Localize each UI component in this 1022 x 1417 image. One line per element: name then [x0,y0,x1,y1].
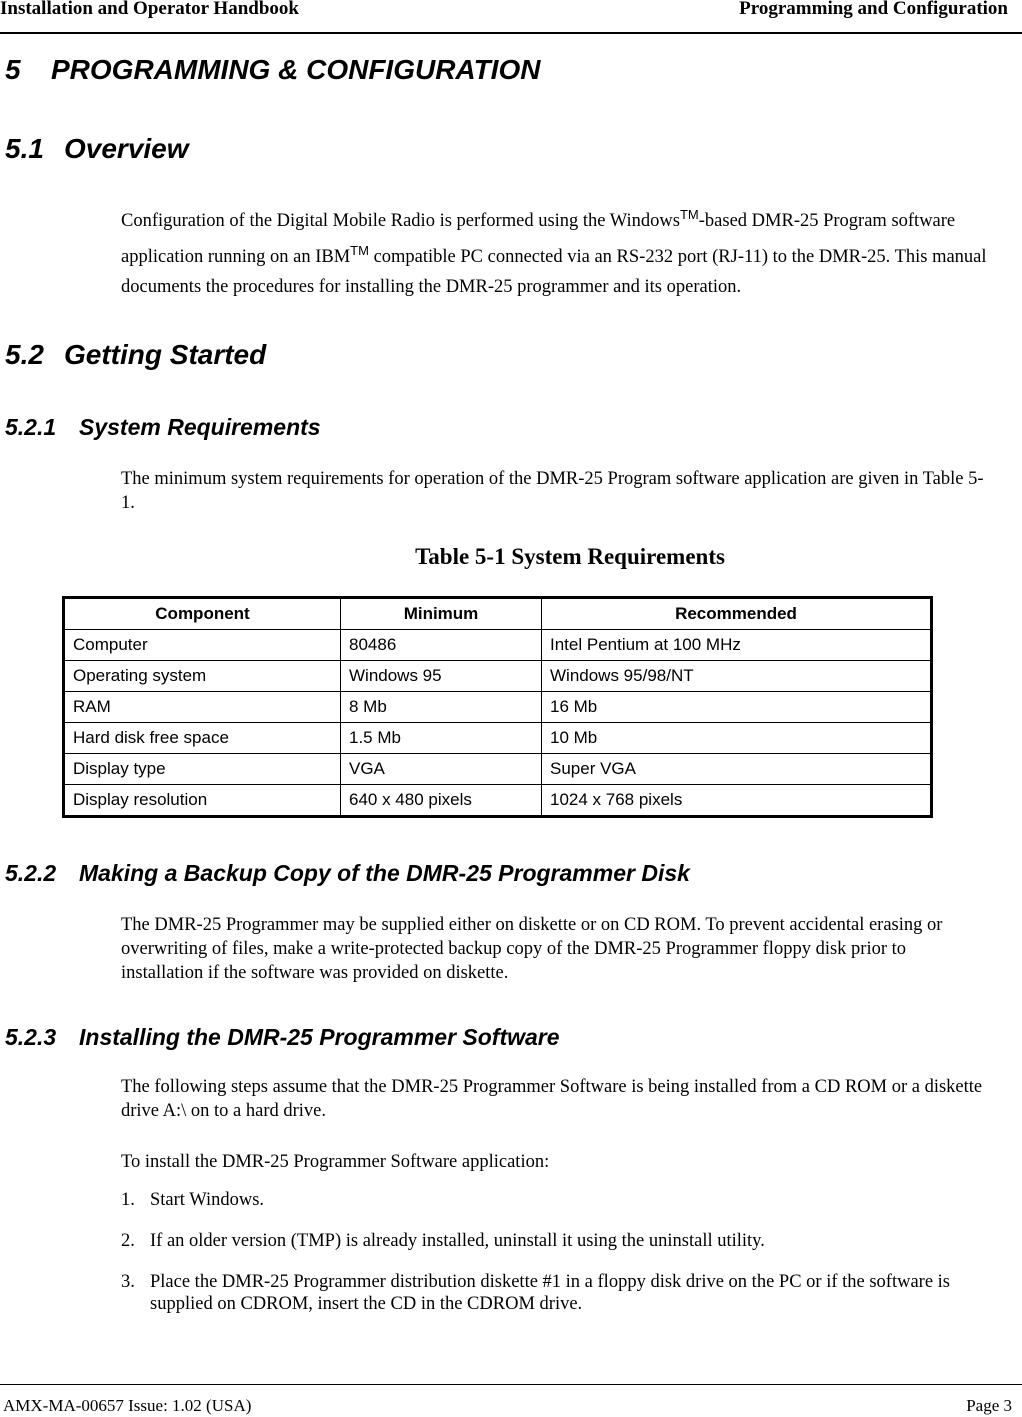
overview-paragraph [121,200,991,302]
system-requirements-table [62,596,933,818]
overview-text-c: compatible PC connected via an RS-232 port (RJ-11) to the DMR-25. This manual documents the procedures for installing the DMR-25 programmer and its operation. [121,247,987,297]
chapter-number: 5 [5,54,21,85]
table-row [64,630,932,661]
step-number: 2. [121,1231,135,1251]
table-row [64,754,932,785]
installing-paragraph: The following steps assume that the DMR-25 Programmer Software is being installed from a CD ROM or a diskette drive A:\ on to a hard drive. [121,1077,983,1121]
table-cell: 80486 [341,630,542,661]
table-cell: RAM [64,692,341,723]
page-footer [0,1384,1022,1415]
subsection-number: 5.2.1 [5,414,57,440]
subsection-title: Installing the DMR-25 Programmer Software [79,1024,560,1050]
table-row [64,785,932,817]
table-row [64,661,932,692]
step-text: If an older version (TMP) is already installed, uninstall it using the uninstall utility. [150,1231,765,1251]
table-cell: Display resolution [64,785,341,817]
table-caption: Table 5-1 System Requirements [415,544,725,569]
install-step [121,1271,991,1315]
subsection-heading-backup [5,860,690,887]
table-cell: Super VGA [542,754,932,785]
table-cell: Hard disk free space [64,723,341,754]
table-cell: 10 Mb [542,723,932,754]
table-header-row [64,598,932,630]
table-cell: Display type [64,754,341,785]
overview-text-a: Configuration of the Digital Mobile Radio is performed using the Windows [121,211,680,231]
step-number: 1. [121,1190,135,1210]
overview-text-b: -based DMR-25 Program software application running on an IBM [121,211,956,267]
section-heading-getting-started [5,339,266,371]
section-number: 5.1 [5,133,44,164]
table-cell: Operating system [64,661,341,692]
header-document-title: Installation and Operator Handbook [0,0,299,19]
installing-intro: To install the DMR-25 Programmer Software application: [121,1152,550,1172]
table-cell: Windows 95/98/NT [542,661,932,692]
table-header-cell: Recommended [542,598,932,630]
header-section-title: Programming and Configuration [739,0,1008,19]
table-cell: 640 x 480 pixels [341,785,542,817]
table-header-cell: Component [64,598,341,630]
section-title: Overview [64,133,189,164]
table-cell: 16 Mb [542,692,932,723]
subsection-number: 5.2.2 [5,860,57,886]
chapter-title: PROGRAMMING & CONFIGURATION [51,54,541,85]
section-heading-overview [5,133,189,165]
footer-document-id: AMX-MA-00657 Issue: 1.02 (USA) [3,1396,252,1415]
section-number: 5.2 [5,339,44,370]
trademark-mark: TM [350,243,369,258]
footer-page-number: Page 3 [966,1396,1012,1415]
chapter-heading [5,54,540,86]
system-requirements-paragraph: The minimum system requirements for operation of the DMR-25 Program software application are given in Table 5-1. [121,469,984,513]
step-text: Start Windows. [150,1190,265,1210]
trademark-mark: TM [679,207,699,222]
subsection-heading-system-requirements [5,414,321,441]
table-cell: Windows 95 [341,661,542,692]
step-text: Place the DMR-25 Programmer distribution diskette #1 in a floppy disk drive on the PC or if the software is supplied on CDROM, insert the CD in the CDROM drive. [150,1272,950,1314]
table-cell: VGA [341,754,542,785]
page-header [0,0,1022,34]
backup-paragraph: The DMR-25 Programmer may be supplied either on diskette or on CD ROM. To prevent accidental erasing or overwriting of files, make a write-protected backup copy of the DMR-25 Programmer floppy disk prior to installation if the software was provided on diskette. [121,915,943,983]
table-cell: 1.5 Mb [341,723,542,754]
table-cell: Computer [64,630,341,661]
table-cell: Intel Pentium at 100 MHz [542,630,932,661]
subsection-title: Making a Backup Copy of the DMR-25 Programmer Disk [79,860,690,886]
subsection-number: 5.2.3 [5,1024,57,1050]
step-number: 3. [121,1272,135,1292]
table-row [64,723,932,754]
subsection-heading-installing [5,1024,560,1051]
table-cell: 8 Mb [341,692,542,723]
table-cell: 1024 x 768 pixels [542,785,932,817]
table-header-cell: Minimum [341,598,542,630]
table-row [64,692,932,723]
install-step [121,1230,991,1252]
subsection-title: System Requirements [79,414,321,440]
install-step [121,1189,991,1211]
section-title: Getting Started [64,339,267,370]
